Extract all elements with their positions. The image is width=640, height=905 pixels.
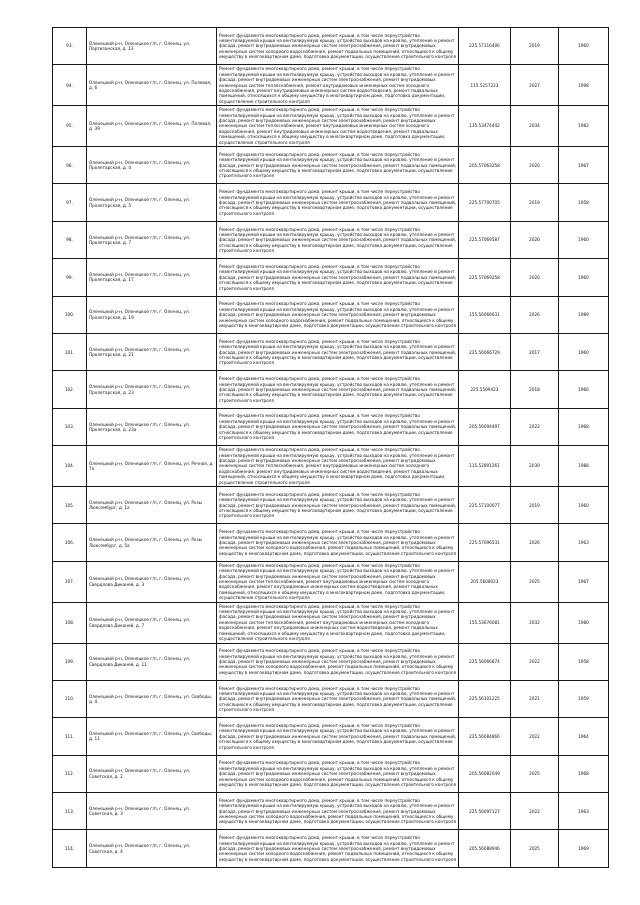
address-cell: Оленецкий р-н, Оленецкое г/п, г. Оленец, ул. Пролетарская, д. 23а <box>87 408 217 445</box>
row-number-cell: 94. <box>53 65 87 106</box>
cost-cell: 205.56088946 <box>459 830 511 867</box>
works-description-cell: Ремонт фундамента многоквартирного дома, ремонт крыши, в том числе переустройство невентилируемой крыши на вентилируемую крышу, устройство выходов на кровлю, утепление и ремонт фасада, ремонт внутридомовых инженерных систем электроснабжения, ремонт подвальных помещений, относящихся к общему имуществу в многоквартирном доме, подготовка документации, осуществление строительного контроля <box>217 408 459 445</box>
works-description-cell: Ремонт фундамента многоквартирного дома, ремонт крыши, в том числе переустройство невентилируемой крыши на вентилируемую крышу, устройство выходов на кровлю, утепление и ремонт фасада, ремонт внутридомовых инженерных систем электроснабжения, ремонт внутридомовых инженерных систем теплоснабжения, ремонт внутридомовых инженерных систем холодного водоснабжения, ремонт внутридомовых инженерных систем водоотведения, ремонт подвальных помещений, относящихся к общему имуществу в многоквартирном доме, подготовка документации, осуществление строительного контроля <box>217 561 459 602</box>
build-year-cell: 1967 <box>559 561 609 602</box>
works-description-cell: Ремонт фундамента многоквартирного дома, ремонт крыши, в том числе переустройство невентилируемой крыши на вентилируемую крышу, устройство выходов на кровлю, утепление и ремонт фасада, ремонт внутридомовых инженерных систем электроснабжения, ремонт подвальных помещений, относящихся к общему имуществу в многоквартирном доме, подготовка документации, осуществление строительного контроля <box>217 184 459 221</box>
build-year-cell: 1960 <box>559 487 609 524</box>
row-number-cell: 97. <box>53 184 87 221</box>
works-description-cell: Ремонт фундамента многоквартирного дома, ремонт крыши, в том числе переустройство невентилируемой крыши на вентилируемую крышу, устройство выходов на кровлю, утепление и ремонт фасада, ремонт внутридомовых инженерных систем электроснабжения, ремонт подвальных помещений, относящихся к общему имуществу в многоквартирном доме, подготовка документации, осуществление строительного контроля <box>217 334 459 371</box>
works-description-cell: Ремонт фундамента многоквартирного дома, ремонт крыши, в том числе переустройство невентилируемой крыши на вентилируемую крышу, устройство выходов на кровлю, утепление и ремонт фасада, ремонт внутридомовых инженерных систем электроснабжения, ремонт подвальных помещений, относящихся к общему имуществу в многоквартирном доме, подготовка документации, осуществление строительного контроля <box>217 259 459 296</box>
cost-cell: 225.57069258 <box>459 259 511 296</box>
cost-cell: 205.5608023 <box>459 561 511 602</box>
works-description-cell: Ремонт фундамента многоквартирного дома, ремонт крыши, в том числе переустройство невентилируемой крыши на вентилируемую крышу, устройство выходов на кровлю, утепление и ремонт фасада, ремонт внутридомовых инженерных систем электроснабжения, ремонт внутридомовых инженерных систем теплоснабжения, ремонт внутридомовых инженерных систем холодного водоснабжения, ремонт внутридомовых инженерных систем водоотведения, ремонт подвальных помещений, относящихся к общему имуществу в многоквартирном доме, подготовка документации, осуществление строительного контроля <box>217 65 459 106</box>
address-cell: Оленецкий р-н, Оленецкое г/п, г. Оленец, ул. Свердлова Диканей, д. 3 <box>87 561 217 602</box>
cost-cell: 155.56066631 <box>459 296 511 333</box>
table-row <box>53 643 609 680</box>
build-year-cell: 1959 <box>559 680 609 717</box>
table-row <box>53 487 609 524</box>
table-row <box>53 602 609 643</box>
planned-year-cell: 2017 <box>511 334 559 371</box>
row-number-cell: 106. <box>53 524 87 561</box>
address-cell: Оленецкий р-н, Оленецкое г/п, г. Оленец, ул. Пролетарская, д. 4 <box>87 147 217 184</box>
planned-year-cell: 2022 <box>511 408 559 445</box>
works-description-cell: Ремонт фундамента многоквартирного дома, ремонт крыши, в том числе переустройство невентилируемой крыши на вентилируемую крышу, устройство выходов на кровлю, утепление и ремонт фасада, ремонт внутридомовых инженерных систем электроснабжения, ремонт подвальных помещений, относящихся к общему имуществу в многоквартирном доме, подготовка документации, осуществление строительного контроля <box>217 371 459 408</box>
row-number-cell: 100. <box>53 296 87 333</box>
row-number-cell: 101. <box>53 334 87 371</box>
address-cell: Оленецкий р-н, Оленецкое г/п, г. Оленец, ул. Пролетарская, д. 5 <box>87 184 217 221</box>
row-number-cell: 111. <box>53 718 87 755</box>
table-row <box>53 755 609 792</box>
address-cell: Оленецкий р-н, Оленецкое г/п, г. Оленец, ул. Свердлова Диканей, д. 7 <box>87 602 217 643</box>
table-row <box>53 65 609 106</box>
address-cell: Оленецкий р-н, Оленецкое г/п, г. Оленец, ул. Партизанская, д. 13 <box>87 28 217 65</box>
address-cell: Оленецкий р-н, Оленецкое г/п, г. Оленец, ул. Свердлова Диканей, д. 11 <box>87 643 217 680</box>
cost-cell: 205.56082049 <box>459 755 511 792</box>
table-row <box>53 793 609 830</box>
works-description-cell: Ремонт фундамента многоквартирного дома, ремонт крыши, в том числе переустройство невентилируемой крыши на вентилируемую крышу, устройство выходов на кровлю, утепление и ремонт фасада, ремонт внутридомовых инженерных систем электроснабжения, ремонт внутридомовых инженерных систем холодного водоснабжения, ремонт подвальных помещений, относящихся к общему имуществу в многоквартирном доме, подготовка документации, осуществление строительного контроля <box>217 524 459 561</box>
build-year-cell: 1969 <box>559 830 609 867</box>
cost-cell: 115.52891261 <box>459 446 511 487</box>
works-description-cell: Ремонт фундамента многоквартирного дома, ремонт крыши, в том числе переустройство невентилируемой крыши на вентилируемую крышу, устройство выходов на кровлю, утепление и ремонт фасада, ремонт внутридомовых инженерных систем электроснабжения, ремонт внутридомовых инженерных систем холодного водоснабжения, ремонт подвальных помещений, относящихся к общему имуществу в многоквартирном доме, подготовка документации, осуществление строительного контроля <box>217 830 459 867</box>
table-row <box>53 830 609 867</box>
works-description-cell: Ремонт фундамента многоквартирного дома, ремонт крыши, в том числе переустройство невентилируемой крыши на вентилируемую крышу, устройство выходов на кровлю, утепление и ремонт фасада, ремонт внутридомовых инженерных систем электроснабжения, ремонт подвальных помещений, относящихся к общему имуществу в многоквартирном доме, подготовка документации, осуществление строительного контроля <box>217 147 459 184</box>
cost-cell: 135.53474442 <box>459 106 511 147</box>
row-number-cell: 104. <box>53 446 87 487</box>
repair-program-table <box>52 27 609 868</box>
cost-cell: 225.5509423 <box>459 371 511 408</box>
table-row <box>53 561 609 602</box>
build-year-cell: 1960 <box>559 259 609 296</box>
planned-year-cell: 2020 <box>511 147 559 184</box>
works-description-cell: Ремонт фундамента многоквартирного дома, ремонт крыши, в том числе переустройство невентилируемой крыши на вентилируемую крышу, устройство выходов на кровлю, утепление и ремонт фасада, ремонт внутридомовых инженерных систем электроснабжения, ремонт внутридомовых инженерных систем холодного водоснабжения, ремонт подвальных помещений, относящихся к общему имуществу в многоквартирном доме, подготовка документации, осуществление строительного контроля <box>217 793 459 830</box>
build-year-cell: 1980 <box>559 602 609 643</box>
row-number-cell: 98. <box>53 221 87 258</box>
address-cell: Оленецкий р-н, Оленецкое г/п, г. Оленец, ул. Пролетарская, д. 21 <box>87 334 217 371</box>
cost-cell: 155.53676081 <box>459 602 511 643</box>
works-description-cell: Ремонт фундамента многоквартирного дома, ремонт крыши, в том числе переустройство невентилируемой крыши на вентилируемую крышу, устройство выходов на кровлю, утепление и ремонт фасада, ремонт внутридомовых инженерных систем электроснабжения, ремонт внутридомовых инженерных систем теплоснабжения, ремонт внутридомовых инженерных систем холодного водоснабжения, ремонт внутридомовых инженерных систем водоотведения, ремонт подвальных помещений, относящихся к общему имуществу в многоквартирном доме, подготовка документации, осуществление строительного контроля <box>217 446 459 487</box>
works-description-cell: Ремонт фундамента многоквартирного дома, ремонт крыши, в том числе переустройство невентилируемой крыши на вентилируемую крышу, устройство выходов на кровлю, утепление и ремонт фасада, ремонт внутридомовых инженерных систем электроснабжения, ремонт подвальных помещений, относящихся к общему имуществу в многоквартирном доме, подготовка документации, осуществление строительного контроля <box>217 487 459 524</box>
address-cell: Оленецкий р-н, Оленецкое г/п, г. Оленец, ул. Речная, д. 7а <box>87 446 217 487</box>
works-description-cell: Ремонт фундамента многоквартирного дома, ремонт крыши, в том числе переустройство невентилируемой крыши на вентилируемую крышу, устройство выходов на кровлю, утепление и ремонт фасада, ремонт внутридомовых инженерных систем электроснабжения, ремонт подвальных помещений, относящихся к общему имуществу в многоквартирном доме, подготовка документации, осуществление строительного контроля <box>217 221 459 258</box>
build-year-cell: 1960 <box>559 28 609 65</box>
works-description-cell: Ремонт фундамента многоквартирного дома, ремонт крыши, в том числе переустройство невентилируемой крыши на вентилируемую крышу, устройство выходов на кровлю, утепление и ремонт фасада, ремонт внутридомовых инженерных систем электроснабжения, ремонт подвальных помещений, относящихся к общему имуществу в многоквартирном доме, подготовка документации, осуществление строительного контроля <box>217 680 459 717</box>
works-description-cell: Ремонт фундамента многоквартирного дома, ремонт крыши, в том числе переустройство невентилируемой крыши на вентилируемую крышу, устройство выходов на кровлю, утепление и ремонт фасада, ремонт внутридомовых инженерных систем электроснабжения, ремонт внутридомовых инженерных систем теплоснабжения, ремонт внутридомовых инженерных систем холодного водоснабжения, ремонт внутридомовых инженерных систем водоотведения, ремонт подвальных помещений, относящихся к общему имуществу в многоквартирном доме, подготовка документации, осуществление строительного контроля <box>217 602 459 643</box>
row-number-cell: 110. <box>53 680 87 717</box>
planned-year-cell: 2022 <box>511 718 559 755</box>
table-row <box>53 524 609 561</box>
row-number-cell: 103. <box>53 408 87 445</box>
table-row <box>53 371 609 408</box>
table-body <box>53 28 609 868</box>
address-cell: Оленецкий р-н, Оленецкое г/п, г. Оленец, ул. Советская, д. 2 <box>87 755 217 792</box>
planned-year-cell: 2025 <box>511 755 559 792</box>
table-row <box>53 334 609 371</box>
build-year-cell: 1966 <box>559 371 609 408</box>
build-year-cell: 1968 <box>559 408 609 445</box>
works-description-cell: Ремонт фундамента многоквартирного дома, ремонт крыши, в том числе переустройство невентилируемой крыши на вентилируемую крышу, устройство выходов на кровлю, утепление и ремонт фасада, ремонт внутридомовых инженерных систем электроснабжения, ремонт внутридомовых инженерных систем холодного водоснабжения, ремонт подвальных помещений, относящихся к общему имуществу в многоквартирном доме, подготовка документации, осуществление строительного контроля <box>217 296 459 333</box>
planned-year-cell: 2032 <box>511 602 559 643</box>
row-number-cell: 107. <box>53 561 87 602</box>
address-cell: Оленецкий р-н, Оленецкое г/п, г. Оленец, ул. Пролетарская, д. 23 <box>87 371 217 408</box>
build-year-cell: 1967 <box>559 147 609 184</box>
cost-cell: 225.56084866 <box>459 718 511 755</box>
address-cell: Оленецкий р-н, Оленецкое г/п, г. Оленец, ул. Советская, д. 4 <box>87 830 217 867</box>
table-row <box>53 296 609 333</box>
cost-cell: 225.56101225 <box>459 680 511 717</box>
build-year-cell: 1960 <box>559 221 609 258</box>
address-cell: Оленецкий р-н, Оленецкое г/п, г. Оленец, ул. Пролетарская, д. 7 <box>87 221 217 258</box>
address-cell: Оленецкий р-н, Оленецкое г/п, г. Оленец, ул. Свободы, д. 11 <box>87 718 217 755</box>
address-cell: Оленецкий р-н, Оленецкое г/п, г. Оленец, ул. Полевая, д. 6 <box>87 65 217 106</box>
table-row <box>53 106 609 147</box>
works-description-cell: Ремонт фундамента многоквартирного дома, ремонт крыши, в том числе переустройство невентилируемой крыши на вентилируемую крышу, устройство выходов на кровлю, утепление и ремонт фасада, ремонт внутридомовых инженерных систем электроснабжения, ремонт подвальных помещений, относящихся к общему имуществу в многоквартирном доме, подготовка документации, осуществление строительного контроля <box>217 718 459 755</box>
planned-year-cell: 2026 <box>511 296 559 333</box>
planned-year-cell: 2020 <box>511 221 559 258</box>
build-year-cell: 1958 <box>559 643 609 680</box>
address-cell: Оленецкий р-н, Оленецкое г/п, г. Оленец, ул. Свободы, д. 4 <box>87 680 217 717</box>
table-row <box>53 680 609 717</box>
address-cell: Оленецкий р-н, Оленецкое г/п, г. Оленец, ул. Пролетарская, д. 17 <box>87 259 217 296</box>
table-row <box>53 184 609 221</box>
planned-year-cell: 2025 <box>511 830 559 867</box>
row-number-cell: 99. <box>53 259 87 296</box>
build-year-cell: 1988 <box>559 446 609 487</box>
build-year-cell: 1982 <box>559 106 609 147</box>
row-number-cell: 105. <box>53 487 87 524</box>
row-number-cell: 114. <box>53 830 87 867</box>
address-cell: Оленецкий р-н, Оленецкое г/п, г. Оленец, ул. Полевая, д. 39 <box>87 106 217 147</box>
address-cell: Оленецкий р-н, Оленецкое г/п, г. Оленец, ул. Пролетарская, д. 19 <box>87 296 217 333</box>
address-cell: Оленецкий р-н, Оленецкое г/п, г. Оленец, ул. Розы Люксембург, д. 1а <box>87 487 217 524</box>
cost-cell: 225.57700705 <box>459 184 511 221</box>
table-row <box>53 446 609 487</box>
works-description-cell: Ремонт фундамента многоквартирного дома, ремонт крыши, в том числе переустройство невентилируемой крыши на вентилируемую крышу, устройство выходов на кровлю, утепление и ремонт фасада, ремонт внутридомовых инженерных систем электроснабжения, ремонт внутридомовых инженерных систем теплоснабжения, ремонт внутридомовых инженерных систем холодного водоснабжения, ремонт внутридомовых инженерных систем водоотведения, ремонт подвальных помещений, относящихся к общему имуществу в многоквартирном доме, подготовка документации, осуществление строительного контроля <box>217 106 459 147</box>
planned-year-cell: 2025 <box>511 561 559 602</box>
build-year-cell: 1998 <box>559 65 609 106</box>
build-year-cell: 1958 <box>559 184 609 221</box>
cost-cell: 225.57096531 <box>459 524 511 561</box>
build-year-cell: 1963 <box>559 793 609 830</box>
cost-cell: 205.57063258 <box>459 147 511 184</box>
row-number-cell: 93. <box>53 28 87 65</box>
build-year-cell: 1989 <box>559 296 609 333</box>
planned-year-cell: 2034 <box>511 106 559 147</box>
table-row <box>53 28 609 65</box>
address-cell: Оленецкий р-н, Оленецкое г/п, г. Оленец, ул. Советская, д. 3 <box>87 793 217 830</box>
planned-year-cell: 2019 <box>511 487 559 524</box>
cost-cell: 225.56097127 <box>459 793 511 830</box>
build-year-cell: 1964 <box>559 718 609 755</box>
planned-year-cell: 2030 <box>511 446 559 487</box>
address-cell: Оленецкий р-н, Оленецкое г/п, г. Оленец, ул. Розы Люксембург, д. 5а <box>87 524 217 561</box>
build-year-cell: 1963 <box>559 524 609 561</box>
planned-year-cell: 2019 <box>511 184 559 221</box>
table-row <box>53 408 609 445</box>
works-description-cell: Ремонт фундамента многоквартирного дома, ремонт крыши, в том числе переустройство невентилируемой крыши на вентилируемую крышу, устройство выходов на кровлю, утепление и ремонт фасада, ремонт внутридомовых инженерных систем электроснабжения, ремонт внутридомовых инженерных систем холодного водоснабжения, ремонт подвальных помещений, относящихся к общему имуществу в многоквартирном доме, подготовка документации, осуществление строительного контроля <box>217 755 459 792</box>
planned-year-cell: 2021 <box>511 680 559 717</box>
table-row <box>53 259 609 296</box>
table-row <box>53 221 609 258</box>
cost-cell: 225.56066874 <box>459 643 511 680</box>
table-row <box>53 147 609 184</box>
cost-cell: 205.56094497 <box>459 408 511 445</box>
works-description-cell: Ремонт фундамента многоквартирного дома, ремонт крыши, в том числе переустройство невентилируемой крыши на вентилируемую крышу, устройство выходов на кровлю, утепление и ремонт фасада, ремонт внутридомовых инженерных систем электроснабжения, ремонт внутридомовых инженерных систем холодного водоснабжения, ремонт подвальных помещений, относящихся к общему имуществу в многоквартирном доме, подготовка документации, осуществление строительного контроля <box>217 643 459 680</box>
row-number-cell: 108. <box>53 602 87 643</box>
row-number-cell: 112. <box>53 755 87 792</box>
planned-year-cell: 2026 <box>511 524 559 561</box>
planned-year-cell: 2019 <box>511 28 559 65</box>
row-number-cell: 96. <box>53 147 87 184</box>
works-description-cell: Ремонт фундамента многоквартирного дома, ремонт крыши, в том числе переустройство невентилируемой крыши на вентилируемую крышу, устройство выходов на кровлю, утепление и ремонт фасада, ремонт внутридомовых инженерных систем электроснабжения, ремонт внутридомовых инженерных систем холодного водоснабжения, ремонт подвальных помещений, относящихся к общему имуществу в многоквартирном доме, подготовка документации, осуществление строительного контроля <box>217 28 459 65</box>
row-number-cell: 109. <box>53 643 87 680</box>
planned-year-cell: 2018 <box>511 371 559 408</box>
planned-year-cell: 2022 <box>511 793 559 830</box>
build-year-cell: 1968 <box>559 755 609 792</box>
cost-cell: 225.56066729 <box>459 334 511 371</box>
table-row <box>53 718 609 755</box>
cost-cell: 225.57100077 <box>459 487 511 524</box>
row-number-cell: 113. <box>53 793 87 830</box>
planned-year-cell: 2020 <box>511 259 559 296</box>
cost-cell: 225.57069587 <box>459 221 511 258</box>
row-number-cell: 102. <box>53 371 87 408</box>
build-year-cell: 1960 <box>559 334 609 371</box>
planned-year-cell: 2027 <box>511 65 559 106</box>
row-number-cell: 95. <box>53 106 87 147</box>
planned-year-cell: 2022 <box>511 643 559 680</box>
cost-cell: 225.57116406 <box>459 28 511 65</box>
cost-cell: 115.5257223 <box>459 65 511 106</box>
